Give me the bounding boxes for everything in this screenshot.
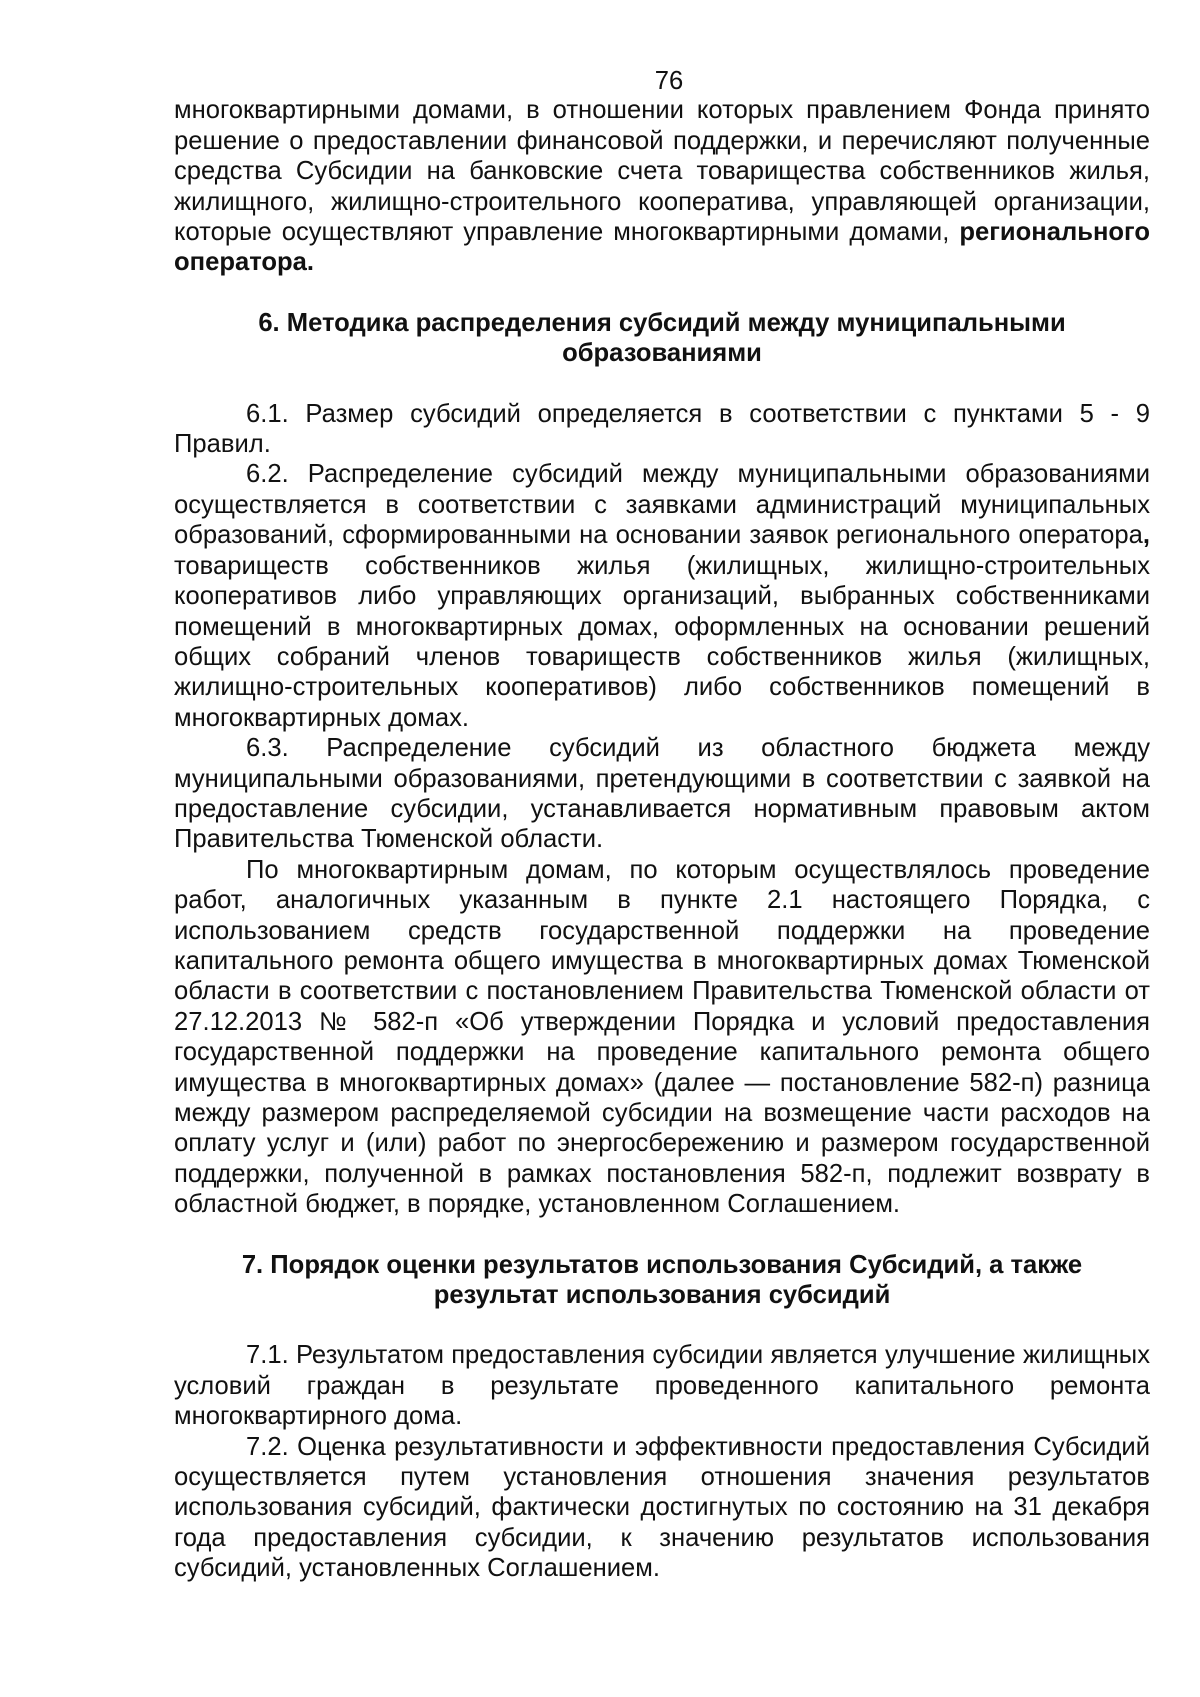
intro-text: многоквартирными домами, в отношении которых правлением Фонда принято решение о предоставлении финансовой поддержки, и перечисляют полученные средства Субсидии на банковские счета товарищества собственников жилья, жилищного, жилищно-строительного кооператива, управляющей организации, которые осуществляют управление многоквартирными домами, (174, 96, 1150, 247)
paragraph-6-1: 6.1. Размер субсидий определяется в соответствии с пунктами 5 - 9 Правил. (174, 399, 1150, 459)
paragraph-6-2-part-b: товариществ собственников жилья (жилищных, жилищно-строительных кооперативов либо управляющих организаций, выбранных собственниками помещений в многоквартирных домах, оформленных на основании решений общих собраний членов товариществ собственников жилья (жилищных, жилищно-строительных кооперативов) либо собственников помещений в многоквартирных домах. (174, 551, 1150, 732)
intro-bold-text: регионального оператора. (174, 218, 1150, 277)
section-6-heading: 6. Методика распределения субсидий между муниципальными образованиями (258, 308, 1066, 368)
paragraph-7-2: 7.2. Оценка результативности и эффективности предоставления Субсидий осуществляется путем установления отношения значения результатов использования субсидий, фактически достигнутых по состоянию на 31 декабря года предоставления субсидии, к значению результатов использования субсидий, установленных Соглашением. (174, 1432, 1150, 1583)
section-7-heading: 7. Порядок оценки результатов использования Субсидий, а также результат использования субсидий (241, 1250, 1083, 1310)
document-page (174, 66, 1150, 1584)
paragraph-6-3-continued: По многоквартирным домам, по которым осуществлялось проведение работ, аналогичных указанным в пункте 2.1 настоящего Порядка, с использованием средств государственной поддержки на проведение капитального ремонта общего имущества в многоквартирных домах Тюменской области в соответствии с постановлением Правительства Тюменской области от 27.12.2013 № 582-п «Об утверждении Порядка и условий предоставления государственной поддержки на проведение капитального ремонта общего имущества в многоквартирных домах» (далее — постановление 582-п) разница между размером распределяемой субсидии на возмещение части расходов на оплату услуг и (или) работ по энергосбережению и размером государственной поддержки, полученной в рамках постановления 582-п, подлежит возврату в областной бюджет, в порядке, установленном Соглашением. (174, 855, 1150, 1219)
paragraph-6-3: 6.3. Распределение субсидий из областного бюджета между муниципальными образованиями, претендующими в соответствии с заявкой на предоставление субсидии, устанавливается нормативным правовым актом Правительства Тюменской области. (174, 734, 1150, 854)
paragraph-6-2-part-a: 6.2. Распределение субсидий между муниципальными образованиями осуществляется в соответствии с заявками администраций муниципальных образований, сформированными на основании заявок регионального оператора (174, 460, 1150, 550)
paragraph-6-2 (174, 459, 1150, 733)
page-number: 76 (654, 67, 684, 95)
paragraph-6-2-bold-comma: , (1142, 521, 1150, 550)
intro-paragraph (174, 95, 1150, 277)
paragraph-7-1: 7.1. Результатом предоставления субсидии является улучшение жилищных условий граждан в результате проведенного капитального ремонта многоквартирного дома. (174, 1341, 1150, 1431)
